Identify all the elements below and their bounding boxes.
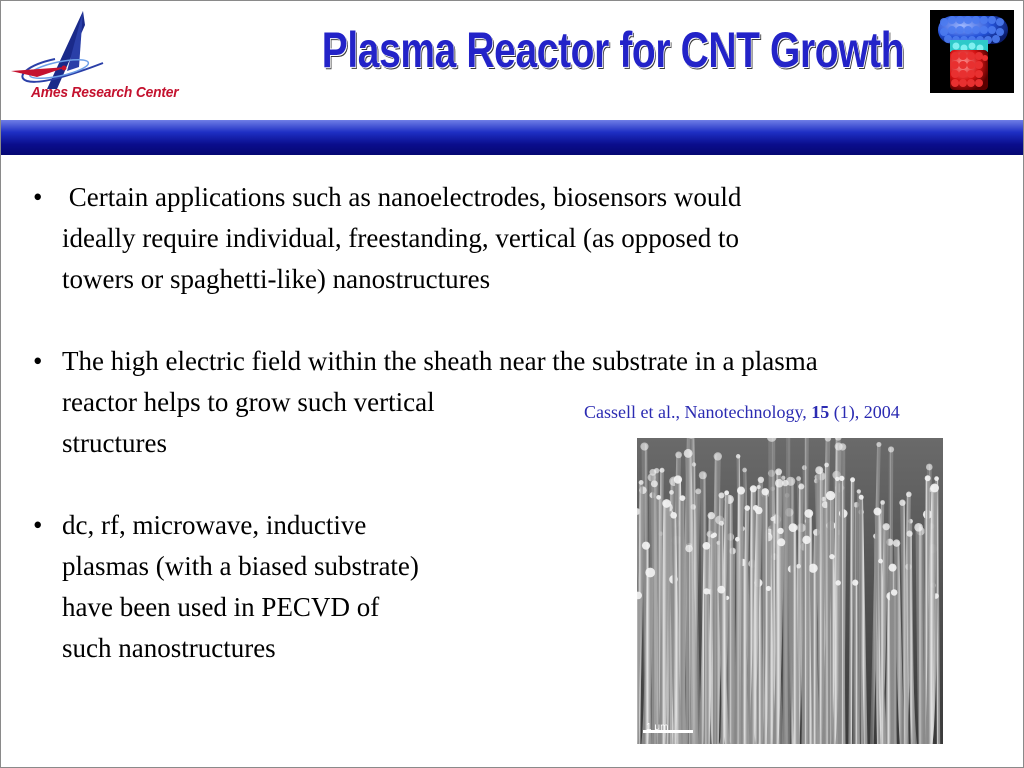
- bullet-line: such nanostructures: [62, 633, 276, 663]
- logo-text: Ames Research Center: [31, 84, 179, 101]
- citation: [584, 402, 900, 423]
- bullet-line: plasmas (with a biased substrate): [62, 551, 419, 581]
- bullet-dot: •: [33, 346, 43, 376]
- bullet-line: The high electric field within the sheath near the substrate in a plasma: [62, 346, 818, 376]
- slide-title: Plasma Reactor for CNT Growth: [321, 22, 905, 78]
- nanofiber-array-image: [637, 438, 943, 744]
- bullet-dot: •: [33, 182, 43, 212]
- scale-bar-label: 1 μm: [646, 722, 669, 733]
- bullet-line: structures: [62, 428, 167, 458]
- header-bar: [1, 120, 1023, 155]
- bullet-item-applications: [33, 177, 1023, 300]
- citation-volume: 15: [811, 402, 830, 422]
- citation-issue-year: (1), 2004: [829, 402, 900, 422]
- bullet-line: have been used in PECVD of: [62, 592, 380, 622]
- ames-logo: [7, 7, 197, 102]
- bullet-dot: •: [33, 510, 43, 540]
- nanotube-molecule-icon: [930, 10, 1014, 93]
- bullet-line: ideally require individual, freestanding, vertical (as opposed to: [62, 223, 740, 253]
- bullet-line: dc, rf, microwave, inductive: [62, 510, 367, 540]
- bullet-line: towers or spaghetti-like) nanostructures: [62, 264, 491, 294]
- sem-image: [637, 438, 943, 744]
- citation-authors: Cassell et al., Nanotechnology,: [584, 402, 812, 422]
- bullet-line: Certain applications such as nanoelectrodes, biosensors would: [62, 182, 742, 212]
- bullet-line: reactor helps to grow such vertical: [62, 387, 435, 417]
